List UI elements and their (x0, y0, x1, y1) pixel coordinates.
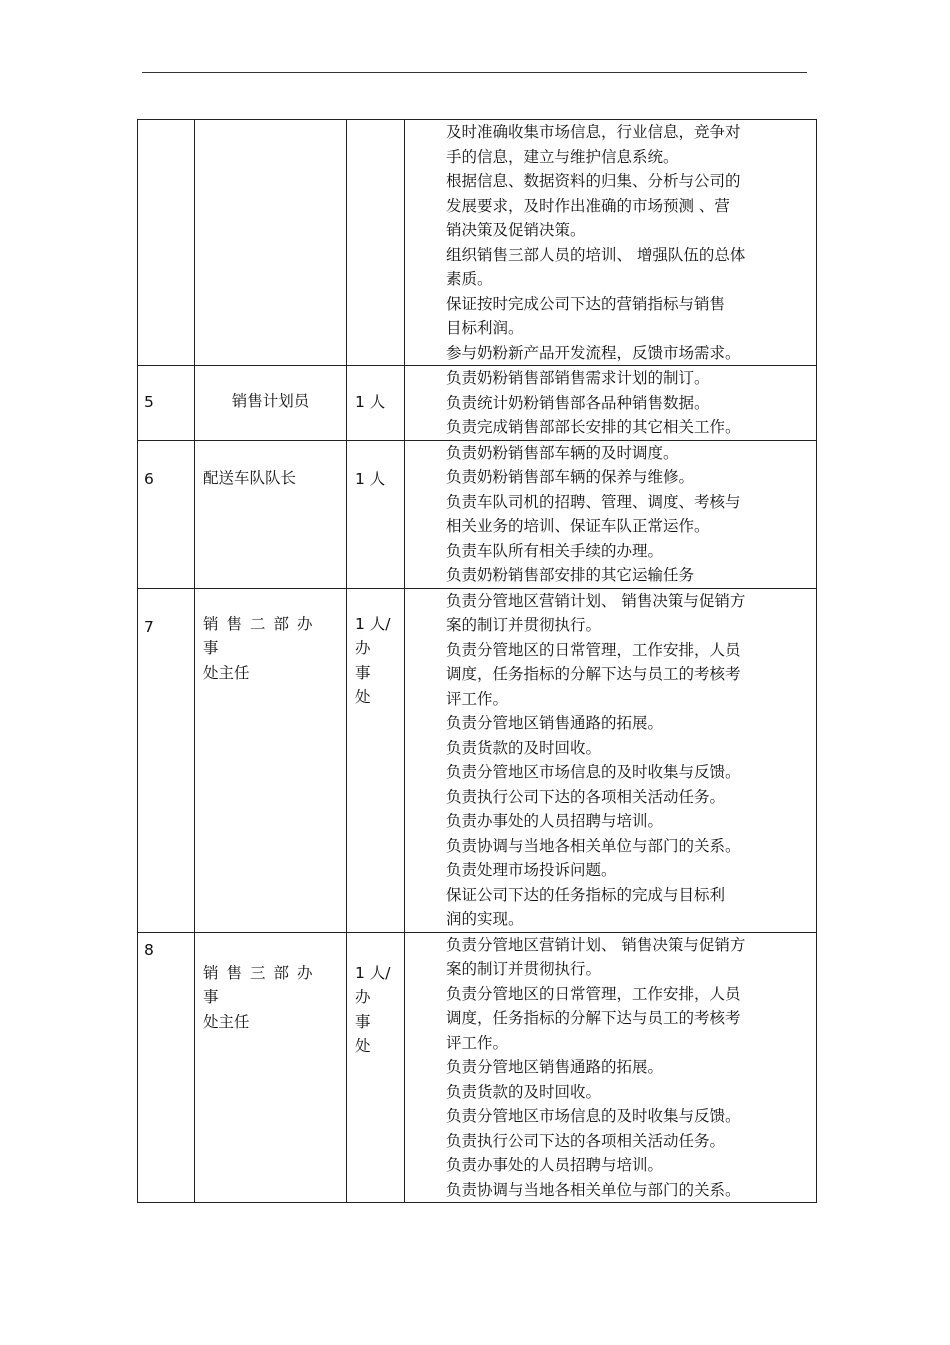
headcount: 1 人 (347, 366, 405, 441)
duty-line: 负责分管地区营销计划、 销售决策与促销方 (446, 935, 746, 954)
duty-line: 调度，任务指标的分解下达与员工的考核考 (446, 665, 741, 683)
duty-line: 负责协调与当地各相关单位与部门的关系。 (446, 836, 741, 855)
row-number (138, 120, 195, 366)
headcount (347, 120, 405, 366)
table-row (138, 366, 817, 441)
position-title-line: 处主任 (203, 1012, 250, 1031)
duty-line: 销决策及促销决策。 (446, 221, 586, 239)
duty-line: 负责分管地区市场信息的及时收集与反馈。 (446, 1107, 741, 1125)
duty-line: 保证公司下达的任务指标的完成与目标利 (446, 885, 726, 904)
duty-line: 负责执行公司下达的各项相关活动任务。 (446, 1131, 726, 1150)
duties-cell (405, 120, 817, 366)
duty-line: 素质。 (446, 270, 493, 288)
duty-line: 负责货款的及时回收。 (446, 1082, 602, 1101)
duty-line: 相关业务的培训、保证车队正常运作。 (446, 517, 710, 535)
duty-line: 负责车队所有相关手续的办理。 (446, 541, 664, 560)
duty-line: 负责货款的及时回收。 (446, 738, 602, 757)
duty-line: 及时准确收集市场信息，行业信息，竞争对 (446, 123, 741, 141)
duty-line: 负责分管地区的日常管理，工作安排，人员 (446, 984, 741, 1003)
duty-line: 负责奶粉销售部车辆的保养与维修。 (446, 468, 695, 486)
duty-line: 负责分管地区销售通路的拓展。 (446, 714, 664, 732)
header-rule (142, 72, 807, 73)
duty-line: 参与奶粉新产品开发流程，反馈市场需求。 (446, 343, 741, 362)
duty-line: 负责完成销售部部长安排的其它相关工作。 (446, 418, 741, 436)
position-title (195, 588, 347, 932)
job-duties-table (137, 119, 817, 1203)
position-title (195, 120, 347, 366)
duty-line: 手的信息，建立与维护信息系统。 (446, 147, 679, 166)
duty-line: 负责处理市场投诉问题。 (446, 861, 617, 879)
position-title: 销售计划员 (195, 366, 347, 441)
position-title (195, 932, 347, 1203)
duty-line: 负责分管地区销售通路的拓展。 (446, 1058, 664, 1076)
duty-line: 保证按时完成公司下达的营销指标与销售 (446, 294, 726, 313)
table-row (138, 440, 817, 588)
headcount-line: 办事 (355, 988, 379, 1031)
duty-line: 负责奶粉销售部车辆的及时调度。 (446, 443, 679, 462)
row-number: 8 (138, 932, 195, 1203)
duty-line: 负责分管地区营销计划、 销售决策与促销方 (446, 591, 746, 610)
duty-line: 发展要求，及时作出准确的市场预测 、营 (446, 196, 730, 215)
position-title-line: 销售三部办事 (203, 963, 321, 1006)
position-title-line: 销售二部办事 (203, 614, 321, 657)
headcount: 1 人 (347, 440, 405, 588)
table-row (138, 932, 817, 1203)
duty-line: 评工作。 (446, 1033, 509, 1052)
duty-line: 案的制订并贯彻执行。 (446, 616, 602, 634)
duty-line: 负责奶粉销售部安排的其它运输任务 (446, 566, 695, 584)
row-number: 6 (138, 440, 195, 588)
table-row (138, 588, 817, 932)
headcount-line: 处 (355, 1037, 371, 1055)
headcount (347, 932, 405, 1203)
duty-line: 负责车队司机的招聘、管理、调度、考核与 (446, 492, 741, 511)
duty-line: 组织销售三部人员的培训、 增强队伍的总体 (446, 245, 746, 264)
row-number: 5 (138, 366, 195, 441)
duty-line: 评工作。 (446, 689, 509, 708)
headcount (347, 588, 405, 932)
duty-line: 负责办事处的人员招聘与培训。 (446, 812, 664, 830)
duty-line: 根据信息、数据资料的归集、分析与公司的 (446, 172, 741, 190)
position-title: 配送车队队长 (195, 440, 347, 588)
headcount-line: 处 (355, 688, 371, 706)
duty-line: 负责奶粉销售部销售需求计划的制订。 (446, 369, 710, 387)
duties-cell (405, 440, 817, 588)
headcount-line: 办事 (355, 639, 379, 682)
table-row (138, 120, 817, 366)
duty-line: 负责协调与当地各相关单位与部门的关系。 (446, 1180, 741, 1199)
duty-line: 负责分管地区市场信息的及时收集与反馈。 (446, 763, 741, 781)
duty-line: 负责统计奶粉销售部各品种销售数据。 (446, 393, 710, 412)
row-number: 7 (138, 588, 195, 932)
duties-cell (405, 366, 817, 441)
duties-cell (405, 932, 817, 1203)
duty-line: 润的实现。 (446, 910, 524, 928)
duty-line: 目标利润。 (446, 319, 524, 337)
position-title-line: 处主任 (203, 663, 250, 682)
duties-cell (405, 588, 817, 932)
headcount-line: 1 人/ (355, 614, 391, 633)
headcount-line: 1 人/ (355, 963, 391, 982)
duty-line: 调度，任务指标的分解下达与员工的考核考 (446, 1009, 741, 1027)
duty-line: 负责办事处的人员招聘与培训。 (446, 1156, 664, 1174)
duty-line: 负责分管地区的日常管理，工作安排，人员 (446, 640, 741, 659)
duty-line: 案的制订并贯彻执行。 (446, 960, 602, 978)
duty-line: 负责执行公司下达的各项相关活动任务。 (446, 787, 726, 806)
